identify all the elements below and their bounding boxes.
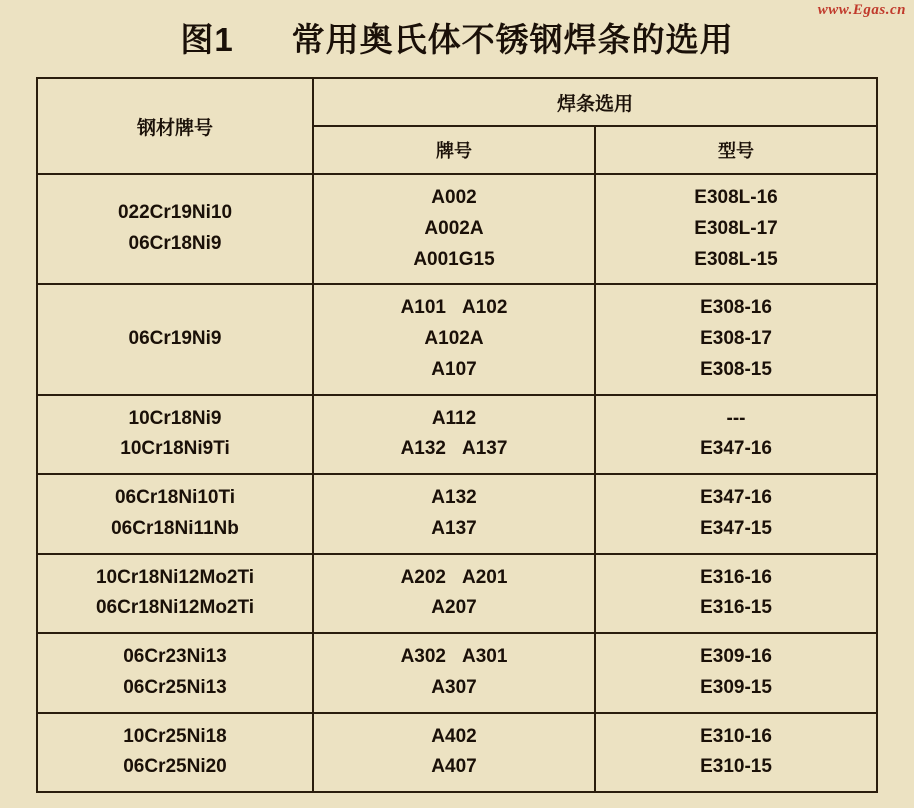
column-header-model: 型号 (595, 126, 877, 174)
cell-steel-grade-line: 06Cr19Ni9 (128, 328, 222, 350)
cell-model (595, 174, 877, 284)
cell-brand-line: A001G15 (413, 248, 495, 270)
cell-brand-line: A402 (431, 725, 477, 747)
cell-model (595, 395, 877, 475)
cell-steel-grade-line: 06Cr18Ni10Ti (114, 487, 236, 509)
cell-brand-line: A107 (431, 358, 477, 380)
figure-label: 图1 (180, 21, 234, 58)
column-header-brand: 牌号 (313, 126, 595, 174)
cell-brand (313, 474, 595, 554)
title-text: 常用奥氏体不锈钢焊条的选用 (291, 21, 734, 58)
cell-model-line: E347-16 (700, 438, 772, 460)
cell-steel-grade (37, 713, 313, 793)
cell-model-line: E347-15 (700, 517, 772, 539)
cell-model-line: E316-15 (700, 597, 772, 619)
column-header-group: 焊条选用 (313, 78, 877, 126)
cell-steel-grade (37, 474, 313, 554)
cell-steel-grade-line: 10Cr25Ni18 (123, 725, 227, 747)
cell-steel-grade-line: 10Cr18Ni12Mo2Ti (95, 566, 255, 588)
table-header (37, 78, 877, 174)
cell-steel-grade-line: 06Cr18Ni9 (128, 233, 222, 255)
site-watermark: www.Egas.cn (817, 2, 906, 18)
cell-model (595, 284, 877, 394)
cell-brand (313, 554, 595, 634)
cell-model-line: E347-16 (700, 487, 772, 509)
cell-brand-line: A137 (431, 517, 477, 539)
cell-brand-line: A101 A102 (400, 297, 508, 319)
cell-model-line: E308L-17 (694, 217, 778, 239)
table-row (37, 395, 877, 475)
cell-steel-grade (37, 395, 313, 475)
cell-model-line: --- (726, 407, 746, 429)
cell-steel-grade-line: 06Cr18Ni12Mo2Ti (95, 597, 255, 619)
cell-brand-line: A307 (431, 676, 477, 698)
cell-brand (313, 633, 595, 713)
cell-model-line: E310-16 (700, 725, 772, 747)
cell-model (595, 633, 877, 713)
cell-brand-line: A112 (431, 407, 477, 429)
table-body (37, 174, 877, 792)
cell-model-line: E316-16 (700, 566, 772, 588)
cell-steel-grade-line: 10Cr18Ni9Ti (120, 438, 230, 460)
cell-brand-line: A407 (431, 756, 477, 778)
cell-model-line: E309-16 (700, 646, 772, 668)
table-row (37, 174, 877, 284)
cell-model (595, 713, 877, 793)
cell-model-line: E309-15 (700, 676, 772, 698)
cell-steel-grade (37, 284, 313, 394)
cell-model-line: E308-16 (700, 297, 772, 319)
cell-brand-line: A302 A301 (400, 646, 508, 668)
cell-brand (313, 395, 595, 475)
table-row (37, 284, 877, 394)
cell-steel-grade (37, 633, 313, 713)
cell-brand (313, 174, 595, 284)
cell-steel-grade-line: 06Cr18Ni11Nb (111, 517, 239, 539)
cell-model (595, 474, 877, 554)
electrode-selection-table (36, 77, 878, 793)
column-header-steel-grade: 钢材牌号 (37, 78, 313, 174)
cell-brand-line: A207 (431, 597, 477, 619)
table-row (37, 474, 877, 554)
cell-model-line: E308-17 (700, 328, 772, 350)
cell-steel-grade (37, 174, 313, 284)
cell-steel-grade (37, 554, 313, 634)
cell-brand-line: A102A (424, 328, 484, 350)
cell-steel-grade-line: 06Cr25Ni20 (123, 756, 227, 778)
cell-brand-line: A202 A201 (400, 566, 508, 588)
page-title (0, 0, 914, 71)
cell-model-line: E308-15 (700, 358, 772, 380)
header-row-top (37, 78, 877, 126)
table-row (37, 554, 877, 634)
table-row (37, 713, 877, 793)
cell-model (595, 554, 877, 634)
cell-brand-line: A132 A137 (400, 438, 508, 460)
cell-model-line: E308L-16 (694, 187, 778, 208)
cell-brand-line: A002A (424, 217, 484, 239)
table-row (37, 633, 877, 713)
cell-brand (313, 713, 595, 793)
cell-model-line: E310-15 (700, 756, 772, 778)
cell-steel-grade-line: 10Cr18Ni9 (128, 407, 222, 429)
cell-brand (313, 284, 595, 394)
cell-steel-grade-line: 06Cr25Ni13 (123, 676, 227, 698)
cell-model-line: E308L-15 (694, 248, 778, 270)
cell-brand-line: A132 (431, 487, 477, 509)
cell-steel-grade-line: 022Cr19Ni10 (117, 202, 233, 224)
cell-brand-line: A002 (431, 187, 477, 208)
cell-steel-grade-line: 06Cr23Ni13 (123, 646, 227, 668)
